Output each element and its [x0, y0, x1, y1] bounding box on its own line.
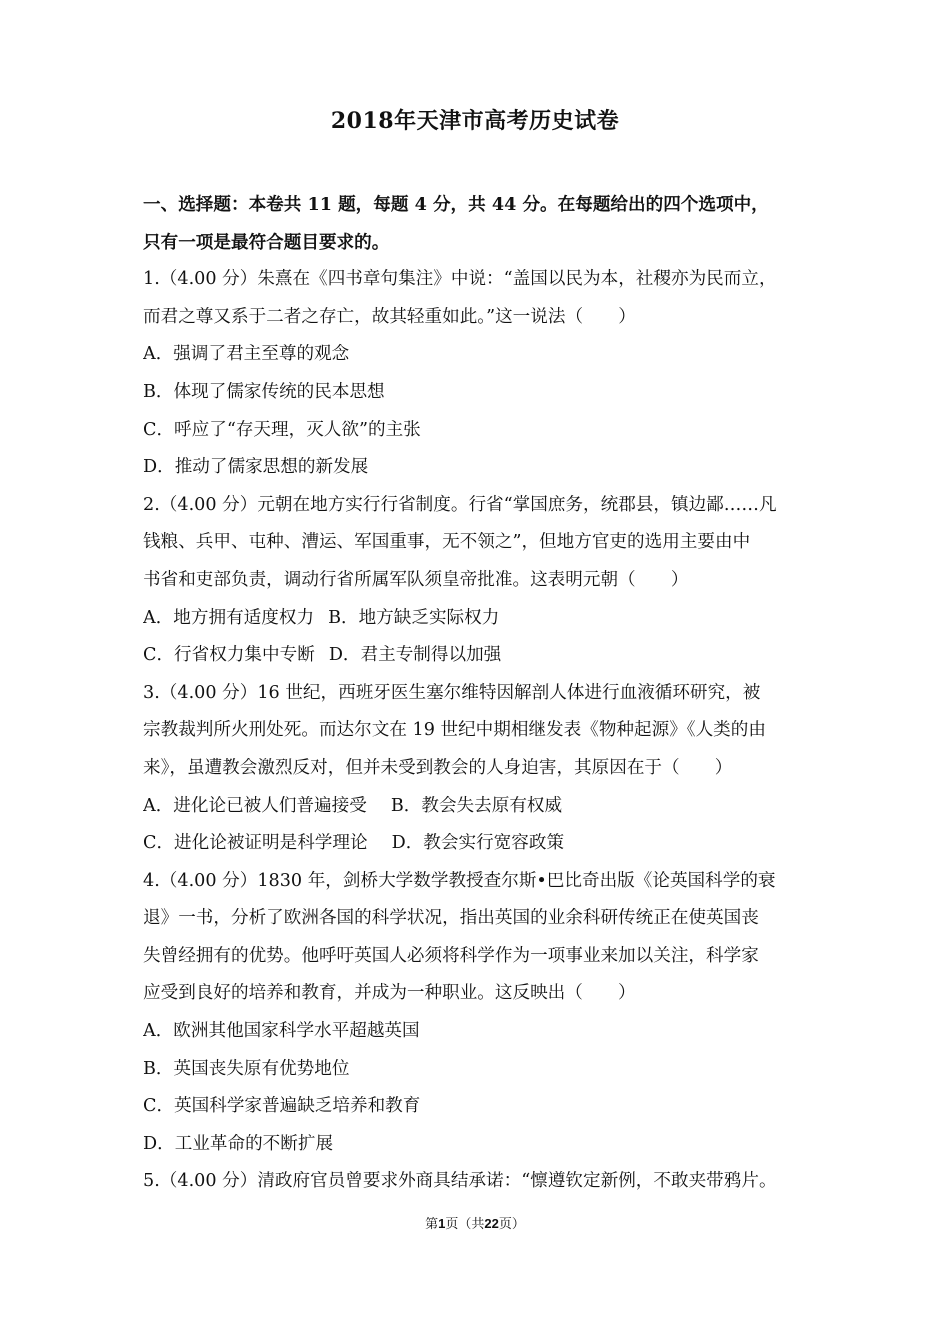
q2-option-a: A．地方拥有适度权力	[143, 607, 315, 628]
q4-option-d: D．工业革命的不断扩展	[143, 1133, 334, 1154]
page-footer	[0, 1213, 950, 1232]
q4-stem-line-4: 应受到良好的培养和教育，并成为一种职业。这反映出（ ）	[143, 983, 636, 1004]
q2-stem-line-3: 书省和吏部负责，调动行省所属军队须皇帝批准。这表明元朝（ ）	[143, 569, 689, 590]
q2-option-b: B．地方缺乏实际权力	[328, 607, 500, 628]
q2-option-d: D．君主专制得以加强	[328, 645, 502, 666]
q2-options-row-1	[143, 600, 811, 638]
footer-page-number: 1	[438, 1216, 446, 1231]
q4-option-a: A．欧洲其他国家科学水平超越英国	[143, 1021, 420, 1042]
exam-content	[143, 186, 811, 1201]
q4-option-c: C．英国科学家普遍缺乏培养和教育	[143, 1096, 421, 1117]
q3-stem-line-3: 来》，虽遭教会激烈反对，但并未受到教会的人身迫害，其原因在于（ ）	[143, 757, 733, 778]
q3-options-row-1	[143, 788, 811, 826]
q1-stem-line-1: 1.（4.00 分）朱熹在《四书章句集注》中说：“盖国以民为本，社稷亦为民而立，	[143, 269, 777, 290]
section-instruction-line-1: 一、选择题：本卷共 11 题，每题 4 分，共 44 分。在每题给出的四个选项中，	[143, 194, 769, 215]
q2-stem-line-2: 钱粮、兵甲、屯种、漕运、军国重事，无不领之”，但地方官吏的选用主要由中	[143, 532, 751, 553]
q1-option-d: D．推动了儒家思想的新发展	[143, 457, 369, 478]
q1-option-c: C．呼应了“存天理，灭人欲”的主张	[143, 419, 421, 440]
footer-mid: 页（共	[445, 1217, 485, 1232]
q3-option-a: A．进化论已被人们普遍接受	[143, 795, 367, 816]
q5-stem-line-1: 5.（4.00 分）清政府官员曾要求外商具结承诺：“懔遵钦定新例，不敢夹带鸦片。	[143, 1171, 777, 1192]
q2-option-c: C．行省权力集中专断	[143, 645, 315, 666]
q4-option-b: B．英国丧失原有优势地位	[143, 1058, 350, 1079]
document-title: 2018年天津市高考历史试卷	[330, 108, 620, 134]
q1-stem-line-2: 而君之尊又系于二者之存亡，故其轻重如此。”这一说法（ ）	[143, 306, 636, 327]
q3-option-c: C．进化论被证明是科学理论	[143, 833, 368, 854]
q3-option-d: D．教会实行宽容政策	[391, 833, 565, 854]
q4-stem-line-1: 4.（4.00 分）1830 年，剑桥大学数学教授查尔斯•巴比奇出版《论英国科学的衰	[143, 870, 776, 891]
q1-option-b: B．体现了儒家传统的民本思想	[143, 381, 385, 402]
q2-stem-line-1: 2.（4.00 分）元朝在地方实行行省制度。行省“掌国庶务，统郡县，镇边鄙……凡	[143, 494, 777, 515]
q3-stem-line-2: 宗教裁判所火刑处死。而达尔文在 19 世纪中期相继发表《物种起源》《人类的由	[143, 720, 766, 741]
q3-stem-line-1: 3.（4.00 分）16 世纪，西班牙医生塞尔维特因解剖人体进行血液循环研究，被	[143, 682, 761, 703]
q4-stem-line-2: 退》一书，分析了欧洲各国的科学状况，指出英国的业余科研传统正在使英国丧	[143, 908, 759, 929]
footer-total-pages: 22	[484, 1216, 499, 1231]
q3-options-row-2	[143, 825, 811, 863]
footer-suffix: 页）	[498, 1217, 525, 1232]
q1-option-a: A．强调了君主至尊的观念	[143, 344, 350, 365]
q4-stem-line-3: 失曾经拥有的优势。他呼吁英国人必须将科学作为一项事业来加以关注，科学家	[143, 945, 759, 966]
footer-prefix: 第	[425, 1217, 439, 1232]
q3-option-b: B．教会失去原有权威	[390, 795, 563, 816]
q2-options-row-2	[143, 637, 811, 675]
section-instruction-line-2: 只有一项是最符合题目要求的。	[143, 231, 390, 253]
